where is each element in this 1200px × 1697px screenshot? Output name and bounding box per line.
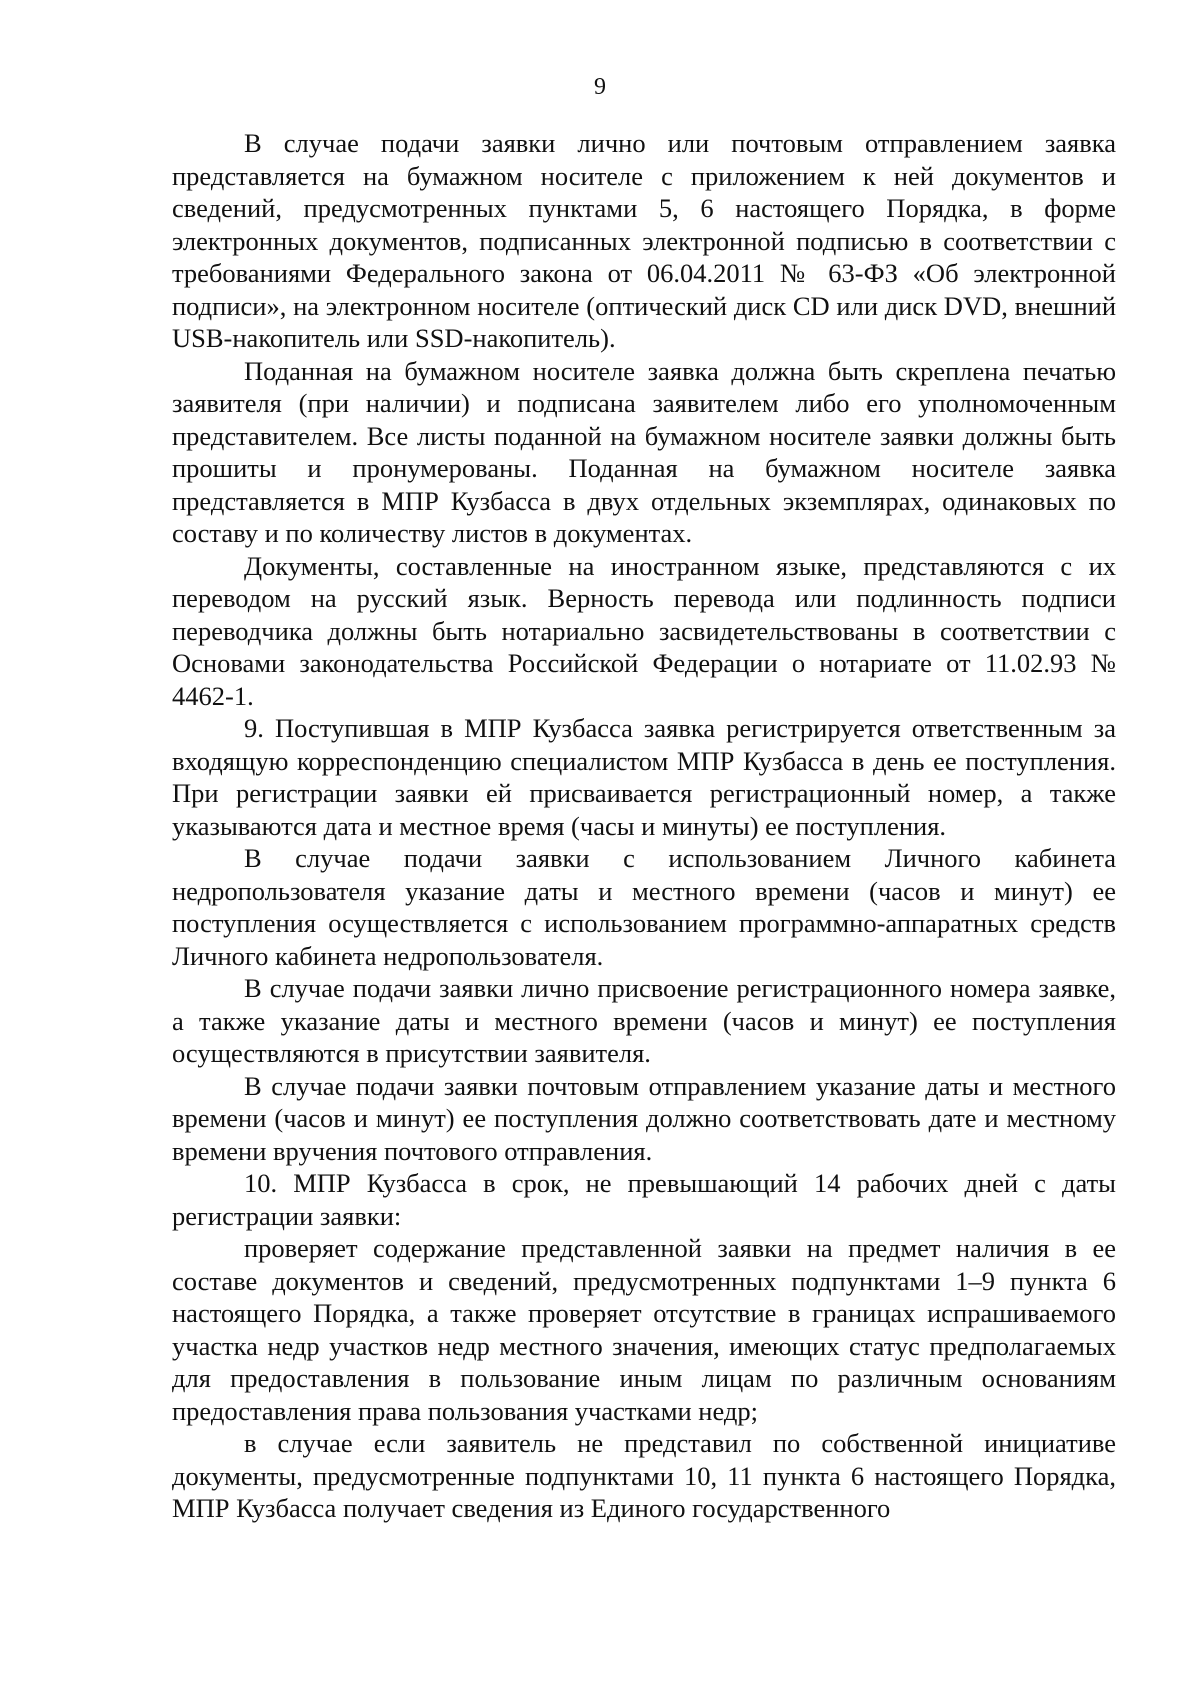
paragraph-content-check: проверяет содержание представленной заявки на предмет наличия в ее составе документов и сведений, предусмотренных подпунктами 1–9 пункта 6 настоящего Порядка, а также проверяет отсутствие в границах испрашиваемого участка недр участков недр местного значения, имеющих статус предполагаемых для предоставления в пользование иным лицам по различным основаниям предоставления права пользования участками недр;: [172, 1233, 1116, 1426]
paragraph-in-person-registration: В случае подачи заявки лично присвоение регистрационного номера заявке, а также указание даты и местного времени (часов и минут) ее поступления осуществляются в присутствии заявителя.: [172, 973, 1116, 1068]
paragraph-item-10-review-period: 10. МПР Кузбасса в срок, не превышающий 14 рабочих дней с даты регистрации заявки:: [172, 1168, 1116, 1231]
page-number: 9: [594, 74, 606, 100]
paragraph-submission-in-person-or-mail: В случае подачи заявки лично или почтовым отправлением заявка представляется на бумажном носителе с приложением к ней документов и сведений, предусмотренных пунктами 5, 6 настоящего Порядка, в форме электронных документов, подписанных электронной подписью в соответствии с требованиями Федерального закона от 06.04.2011 № 63-ФЗ «Об электронной подписи», на электронном носителе (оптический диск CD или диск DVD, внешний USB-накопитель или SSD-накопитель).: [172, 128, 1116, 353]
paragraph-foreign-language-documents: Документы, составленные на иностранном языке, представляются с их переводом на русский язык. Верность перевода или подлинность подписи переводчика должны быть нотариально засвидетельствованы в соответствии с Основами законодательства Российской Федерации о нотариате от 11.02.93 № 4462-1.: [172, 550, 1116, 711]
paragraph-item-9-registration: 9. Поступившая в МПР Кузбасса заявка регистрируется ответственным за входящую корреспонденцию специалистом МПР Кузбасса в день ее поступления. При регистрации заявки ей присваивается регистрационный номер, а также указываются дата и местное время (часы и минуты) ее поступления.: [172, 713, 1116, 841]
paragraph-personal-account-submission: В случае подачи заявки с использованием Личного кабинета недропользователя указание даты и местного времени (часов и минут) ее поступления осуществляется с использованием программно-аппаратных средств Личного кабинета недропользователя.: [172, 843, 1116, 971]
paragraph-paper-application-requirements: Поданная на бумажном носителе заявка должна быть скреплена печатью заявителя (при наличии) и подписана заявителем либо его уполномоченным представителем. Все листы поданной на бумажном носителе заявки должны быть прошиты и пронумерованы. Поданная на бумажном носителе заявка представляется в МПР Кузбасса в двух отдельных экземплярах, одинаковых по составу и по количеству листов в документах.: [172, 355, 1116, 548]
paragraph-information-request: в случае если заявитель не представил по собственной инициативе документы, предусмотренные подпунктами 10, 11 пункта 6 настоящего Порядка, МПР Кузбасса получает сведения из Единого государственного: [172, 1428, 1116, 1523]
document-body: [172, 127, 1116, 1525]
paragraph-postal-registration: В случае подачи заявки почтовым отправлением указание даты и местного времени (часов и минут) ее поступления должно соответствовать дате и местному времени вручения почтового отправления.: [172, 1070, 1116, 1166]
